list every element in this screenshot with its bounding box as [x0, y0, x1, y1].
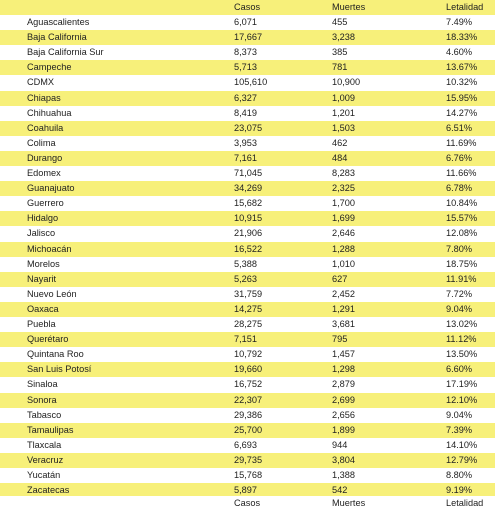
state-cell: Hidalgo — [27, 213, 59, 224]
state-cell: Sinaloa — [27, 379, 58, 390]
table-row — [0, 423, 495, 438]
casos-cell: 71,045 — [234, 168, 263, 178]
table-row — [0, 408, 495, 423]
muertes-cell: 1,699 — [332, 213, 355, 224]
table-row — [0, 181, 495, 196]
letalidad-cell: 9.04% — [446, 303, 473, 314]
state-cell: Tabasco — [27, 409, 62, 420]
muertes-cell: 8,283 — [332, 168, 355, 178]
table-row — [0, 136, 495, 151]
muertes-cell: 2,879 — [332, 379, 355, 390]
state-cell: Nayarit — [27, 273, 57, 284]
state-cell: Baja California Sur — [27, 47, 104, 58]
casos-cell: 8,419 — [234, 107, 257, 118]
muertes-cell: 455 — [332, 17, 348, 27]
letalidad-cell: 6.78% — [446, 183, 473, 194]
letalidad-cell: 13.67% — [446, 62, 478, 73]
letalidad-cell: 14.10% — [446, 439, 478, 450]
letalidad-cell: 18.75% — [446, 258, 478, 269]
muertes-cell: 1,388 — [332, 470, 355, 480]
letalidad-cell: 12.10% — [446, 394, 478, 405]
table-header-row — [0, 0, 495, 15]
muertes-cell: 484 — [332, 152, 348, 163]
header-casos: Casos — [234, 2, 261, 12]
letalidad-cell: 11.69% — [446, 137, 477, 148]
state-cell: Baja California — [27, 32, 87, 43]
muertes-cell: 795 — [332, 334, 348, 345]
muertes-cell: 2,325 — [332, 183, 355, 194]
state-cell: Coahuila — [27, 122, 64, 133]
muertes-cell: 1,291 — [332, 303, 355, 314]
letalidad-cell: 4.60% — [446, 47, 473, 58]
letalidad-cell: 13.02% — [446, 319, 478, 329]
state-cell: CDMX — [27, 77, 55, 88]
muertes-cell: 1,457 — [332, 349, 355, 360]
muertes-cell: 462 — [332, 137, 348, 148]
letalidad-cell: 11.91% — [446, 273, 477, 284]
state-cell: Veracruz — [27, 454, 64, 465]
letalidad-cell: 9.04% — [446, 409, 473, 420]
letalidad-cell: 11.12% — [446, 334, 477, 345]
casos-cell: 21,906 — [234, 228, 263, 239]
letalidad-cell: 10.84% — [446, 198, 478, 209]
state-cell: Jalisco — [27, 228, 56, 239]
letalidad-cell: 17.19% — [446, 379, 478, 390]
table-row — [0, 121, 495, 136]
muertes-cell: 1,700 — [332, 198, 355, 209]
muertes-cell: 1,899 — [332, 424, 355, 435]
state-cell: Guanajuato — [27, 183, 75, 194]
state-cell: Quintana Roo — [27, 349, 84, 360]
muertes-cell: 1,201 — [332, 107, 355, 118]
table-row — [0, 257, 495, 272]
header-muertes: Muertes — [332, 2, 366, 12]
muertes-cell: 1,009 — [332, 92, 355, 103]
table-row — [0, 468, 495, 483]
muertes-cell: 2,656 — [332, 409, 355, 420]
table-row — [0, 15, 495, 30]
state-cell: San Luis Potosí — [27, 364, 92, 375]
table-row — [0, 196, 495, 211]
state-cell: Campeche — [27, 62, 72, 73]
casos-cell: 6,693 — [234, 439, 257, 450]
casos-cell: 28,275 — [234, 319, 263, 329]
state-cell: Yucatán — [27, 470, 61, 480]
muertes-cell: 542 — [332, 485, 348, 496]
muertes-cell: 1,298 — [332, 364, 355, 375]
casos-cell: 5,713 — [234, 62, 257, 73]
footer-muertes: Muertes — [332, 498, 366, 508]
muertes-cell: 3,238 — [332, 32, 355, 43]
letalidad-cell: 9.19% — [446, 485, 473, 496]
state-cell: Chihuahua — [27, 107, 72, 118]
state-cell: Nuevo León — [27, 288, 77, 299]
letalidad-cell: 8.80% — [446, 470, 473, 480]
state-cell: Zacatecas — [27, 485, 70, 496]
casos-cell: 31,759 — [234, 288, 263, 299]
state-cell: Morelos — [27, 258, 60, 269]
muertes-cell: 2,646 — [332, 228, 355, 239]
table-row — [0, 302, 495, 317]
table-row — [0, 166, 495, 181]
table-row — [0, 317, 495, 332]
casos-cell: 7,151 — [234, 334, 257, 345]
state-cell: Tamaulipas — [27, 424, 74, 435]
footer-letalidad: Letalidad — [446, 498, 484, 508]
table-row — [0, 377, 495, 392]
table-row — [0, 287, 495, 302]
letalidad-cell: 6.60% — [446, 364, 473, 375]
letalidad-cell: 12.08% — [446, 228, 478, 239]
table-row — [0, 438, 495, 453]
casos-cell: 29,386 — [234, 409, 263, 420]
letalidad-cell: 14.27% — [446, 107, 478, 118]
letalidad-cell: 18.33% — [446, 32, 478, 43]
letalidad-cell: 12.79% — [446, 454, 478, 465]
table-row — [0, 332, 495, 347]
muertes-cell: 3,681 — [332, 319, 355, 329]
casos-cell: 10,915 — [234, 213, 263, 224]
casos-cell: 34,269 — [234, 183, 263, 194]
letalidad-cell: 15.57% — [446, 213, 478, 224]
table-row — [0, 362, 495, 377]
table-row — [0, 30, 495, 45]
state-cell: Sonora — [27, 394, 57, 405]
table-row — [0, 91, 495, 106]
header-letalidad: Letalidad — [446, 2, 484, 12]
casos-cell: 29,735 — [234, 454, 263, 465]
state-cell: Colima — [27, 137, 56, 148]
letalidad-cell: 15.95% — [446, 92, 478, 103]
letalidad-cell: 13.50% — [446, 349, 478, 360]
state-cell: Guerrero — [27, 198, 64, 209]
table-row — [0, 60, 495, 75]
state-cell: Durango — [27, 152, 63, 163]
table-row — [0, 393, 495, 408]
casos-cell: 10,792 — [234, 349, 263, 360]
muertes-cell: 2,452 — [332, 288, 355, 299]
casos-cell: 8,373 — [234, 47, 257, 58]
letalidad-cell: 6.51% — [446, 122, 473, 133]
casos-cell: 6,327 — [234, 92, 257, 103]
casos-cell: 5,897 — [234, 485, 257, 496]
muertes-cell: 1,288 — [332, 243, 355, 254]
muertes-cell: 944 — [332, 439, 348, 450]
table-row — [0, 151, 495, 166]
casos-cell: 16,522 — [234, 243, 263, 254]
casos-cell: 5,263 — [234, 273, 257, 284]
table-row — [0, 226, 495, 241]
muertes-cell: 3,804 — [332, 454, 355, 465]
muertes-cell: 627 — [332, 273, 348, 284]
letalidad-cell: 7.72% — [446, 288, 473, 299]
letalidad-cell: 7.39% — [446, 424, 473, 435]
casos-cell: 16,752 — [234, 379, 263, 390]
letalidad-cell: 7.80% — [446, 243, 473, 254]
state-cell: Puebla — [27, 319, 56, 329]
table-footer-row — [0, 496, 495, 511]
casos-cell: 17,667 — [234, 32, 263, 43]
muertes-cell: 1,010 — [332, 258, 355, 269]
table-row — [0, 242, 495, 257]
muertes-cell: 781 — [332, 62, 348, 73]
casos-cell: 23,075 — [234, 122, 263, 133]
casos-cell: 6,071 — [234, 17, 257, 27]
table-row — [0, 45, 495, 60]
casos-cell: 105,610 — [234, 77, 268, 88]
letalidad-cell: 11.66% — [446, 168, 477, 178]
table-row — [0, 272, 495, 287]
state-cell: Oaxaca — [27, 303, 59, 314]
state-cell: Michoacán — [27, 243, 72, 254]
casos-cell: 15,682 — [234, 198, 263, 209]
state-cell: Tlaxcala — [27, 439, 62, 450]
table-row — [0, 106, 495, 121]
muertes-cell: 2,699 — [332, 394, 355, 405]
casos-cell: 22,307 — [234, 394, 263, 405]
letalidad-cell: 6.76% — [446, 152, 473, 163]
state-cell: Chiapas — [27, 92, 61, 103]
casos-cell: 15,768 — [234, 470, 263, 480]
letalidad-cell: 10.32% — [446, 77, 478, 88]
state-cell: Edomex — [27, 168, 61, 178]
casos-cell: 5,388 — [234, 258, 257, 269]
table-row — [0, 75, 495, 90]
muertes-cell: 385 — [332, 47, 348, 58]
casos-cell: 3,953 — [234, 137, 257, 148]
letalidad-cell: 7.49% — [446, 17, 473, 27]
casos-cell: 14,275 — [234, 303, 263, 314]
table-row — [0, 453, 495, 468]
muertes-cell: 10,900 — [332, 77, 361, 88]
footer-casos: Casos — [234, 498, 261, 508]
casos-cell: 7,161 — [234, 152, 257, 163]
casos-cell: 19,660 — [234, 364, 263, 375]
table-row — [0, 211, 495, 226]
casos-cell: 25,700 — [234, 424, 263, 435]
state-cell: Aguascalientes — [27, 17, 90, 27]
state-cell: Querétaro — [27, 334, 69, 345]
table-row — [0, 347, 495, 362]
muertes-cell: 1,503 — [332, 122, 355, 133]
